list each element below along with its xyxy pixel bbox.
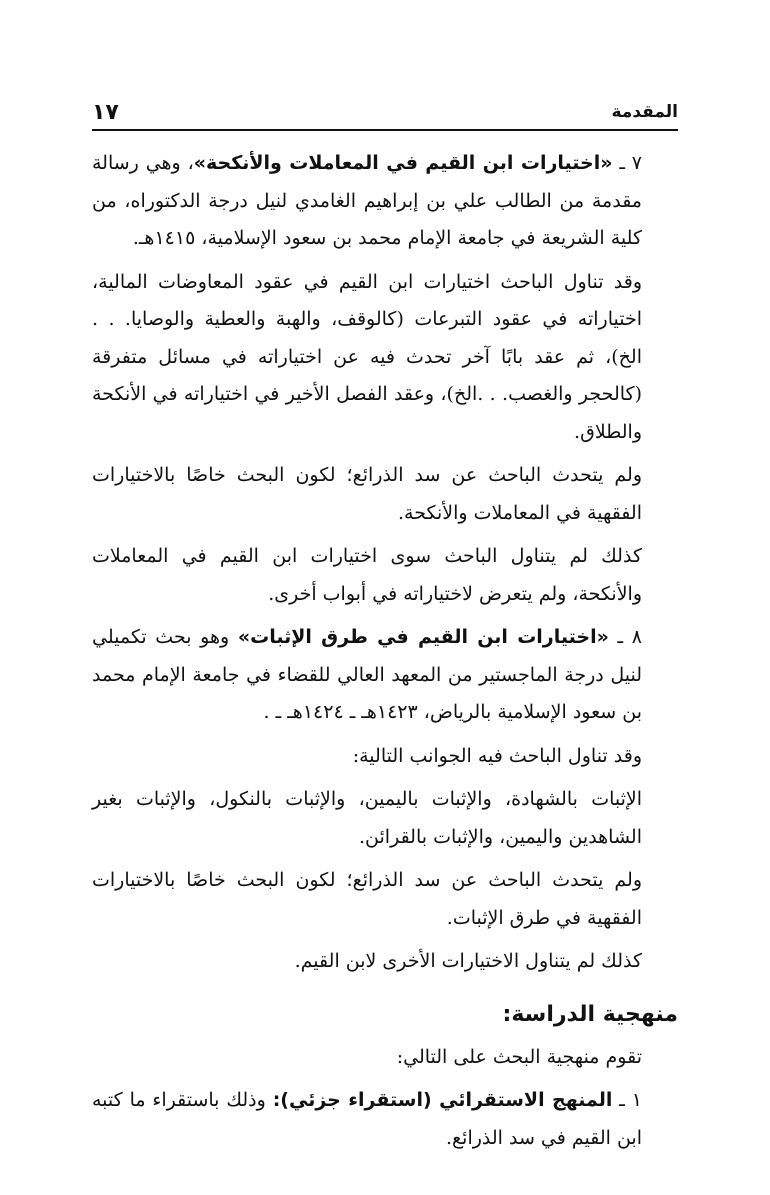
paragraph: كذلك لم يتناول الاختيارات الأخرى لابن القيم. [294,950,642,972]
page-number: ١٧ [92,99,119,125]
item-number: ٧ ـ [612,152,642,174]
paragraph-item-7 [92,145,678,258]
section-heading: منهجية الدراسة: [502,1001,678,1027]
paragraph: ولم يتحدث الباحث عن سد الذرائع؛ لكون البحث خاصًا بالاختيارات الفقهية في المعاملات والأنكحة. [92,464,642,524]
running-title: المقدمة [611,102,678,122]
method-item-1 [92,1082,678,1157]
method-text: وذلك باستقراء ما كتبه ابن القيم في سد الذرائع. [92,1089,642,1149]
paragraph-text: وهو بحث تكميلي لنيل درجة الماجستير من المعهد العالي للقضاء في جامعة الإمام محمد بن سعود الإسلامية بالرياض، ١٤٢٣هـ ـ ١٤٢٤هـ ـ . [92,626,642,723]
paragraph: وقد تناول الباحث اختيارات ابن القيم في عقود المعاوضات المالية، اختياراته في عقود التبرعات (كالوقف، والهبة والعطية والوصايا. . . الخ)، ثم عقد بابًا آخر تحدث فيه عن اختياراته في مسائل متفرقة (كالحجر والغصب. . .الخ)، وعقد الفصل الأخير في اختياراته في الأنكحة والطلاق. [92,270,642,443]
section-intro: تقوم منهجية البحث على التالي: [396,1045,642,1068]
item-number: ١ ـ [612,1089,642,1111]
paragraph: كذلك لم يتناول الباحث سوى اختيارات ابن القيم في المعاملات والأنكحة، ولم يتعرض لاختياراته في أبواب أخرى. [92,545,642,605]
paragraph: وقد تناول الباحث فيه الجوانب التالية: [352,744,642,767]
paragraph: الإثبات بالشهادة، والإثبات باليمين، والإثبات بالنكول، والإثبات بغير الشاهدين واليمين، والإثبات بالقرائن. [92,788,642,848]
book-title: «اختيارات ابن القيم في المعاملات والأنكحة» [193,152,613,174]
method-title: المنهج الاستقرائي (استقراء جزئي): [272,1089,613,1111]
page-header [92,95,678,131]
paragraph: ولم يتحدث الباحث عن سد الذرائع؛ لكون البحث خاصًا بالاختيارات الفقهية في طرق الإثبات. [92,869,642,929]
page-body [92,145,678,1163]
item-number: ٨ ـ [608,626,642,648]
paragraph-item-8 [92,619,678,732]
book-title: «اختيارات ابن القيم في طرق الإثبات» [237,626,609,648]
paragraph-text: ، وهي رسالة مقدمة من الطالب علي بن إبراهيم الغامدي لنيل درجة الدكتوراه، من كلية الشريعة في جامعة الإمام محمد بن سعود الإسلامية، ١٤١٥هـ. [92,152,642,249]
